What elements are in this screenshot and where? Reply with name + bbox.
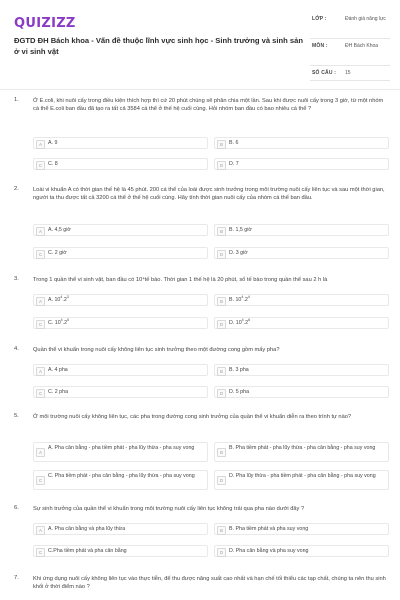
question-text: Loài vi khuẩn A có thời gian thế hệ là 45 phút. 200 cá thể của loài được sinh trưởng trong môi trường nuôi cấy liên tục và sau một thời gian, người ta thu được tất cả 3200 cá thể ở thế hệ cuối cùng. Hãy tính thời gian nuôi cấy của nhóm cá thể ban đầu.	[33, 187, 385, 202]
option-b[interactable]	[214, 294, 389, 306]
option-letter-d: D	[217, 389, 226, 398]
option-text: D. Pha lũy thừa - pha tiềm phát - pha cân bằng - pha suy vong	[229, 473, 376, 479]
question-number: 6.	[14, 505, 19, 511]
option-d[interactable]	[214, 158, 389, 170]
option-text: B. 1,5 giờ	[229, 227, 252, 233]
option-b[interactable]	[214, 523, 389, 535]
option-text: C.Pha tiềm phát và pha cân bằng	[48, 548, 127, 554]
option-letter-b: B	[217, 140, 226, 149]
option-letter-a: A	[36, 526, 45, 535]
option-letter-c: C	[36, 476, 45, 485]
worksheet-title: ĐGTD ĐH Bách khoa - Vấn đề thuộc lĩnh vực sinh học - Sinh trưởng và sinh sản ở vi sinh vật	[14, 36, 303, 56]
option-text: C. 2 giờ	[48, 250, 67, 256]
option-b[interactable]	[214, 442, 389, 462]
question-number: 1.	[14, 97, 19, 103]
option-b[interactable]	[214, 224, 389, 236]
option-d[interactable]	[214, 247, 389, 259]
meta-count-label: SỐ CÂU :	[312, 70, 337, 76]
option-text: A. 4 pha	[48, 367, 68, 373]
meta-subject-label: MÔN :	[312, 43, 328, 49]
option-c[interactable]	[33, 386, 208, 398]
option-letter-a: A	[36, 140, 45, 149]
meta-subject	[310, 39, 390, 66]
option-d[interactable]	[214, 545, 389, 557]
option-a[interactable]	[33, 224, 208, 236]
option-text: D. Pha cân bằng và pha suy vong	[229, 548, 309, 554]
option-d[interactable]	[214, 470, 389, 490]
option-letter-a: A	[36, 297, 45, 306]
option-c[interactable]	[33, 247, 208, 259]
option-b[interactable]	[214, 137, 389, 149]
option-d[interactable]	[214, 386, 389, 398]
option-text: C. 8	[48, 161, 58, 167]
option-letter-a: A	[36, 227, 45, 236]
option-text: B. 6	[229, 140, 239, 146]
option-letter-d: D	[217, 548, 226, 557]
meta-class-label: LỚP :	[312, 16, 327, 22]
option-letter-b: B	[217, 367, 226, 376]
option-text: D. 3 giờ	[229, 250, 248, 256]
option-text: B. Pha tiềm phát - pha lũy thừa - pha cân bằng - pha suy vong	[229, 445, 376, 451]
option-letter-d: D	[217, 250, 226, 259]
option-text: B. Pha tiềm phát và pha suy vong	[229, 526, 309, 532]
option-text: B. 3 pha	[229, 367, 249, 373]
meta-count	[310, 66, 390, 81]
option-text: D. 5 pha	[229, 389, 250, 395]
option-letter-c: C	[36, 161, 45, 170]
option-text: A. $10^4.2^3$	[48, 295, 69, 303]
option-letter-a: A	[36, 448, 45, 457]
option-text: D. $10^4.2^6$	[229, 318, 251, 326]
option-text: A. 9	[48, 140, 58, 146]
option-letter-d: D	[217, 320, 226, 329]
option-letter-c: C	[36, 389, 45, 398]
option-text: A. 4,5 giờ	[48, 227, 71, 233]
option-letter-b: B	[217, 448, 226, 457]
option-letter-d: D	[217, 161, 226, 170]
question-number: 5.	[14, 413, 19, 419]
question-text: Sự sinh trưởng của quần thể vi khuẩn trong môi trường nuôi cấy liên tục không trải qua pha nào dưới đây ?	[33, 506, 305, 512]
option-d[interactable]	[214, 317, 389, 329]
option-text: A. Pha cân bằng - pha tiềm phát - pha lũy thừa - pha suy vong	[48, 445, 195, 451]
option-text: C. Pha tiềm phát - pha cân bằng - pha lũy thừa - pha suy vong	[48, 473, 195, 479]
option-c[interactable]	[33, 470, 208, 490]
option-a[interactable]	[33, 442, 208, 462]
option-text: C. $10^4.2^5$	[48, 318, 70, 326]
meta-panel	[310, 12, 390, 81]
option-letter-c: C	[36, 548, 45, 557]
question-text: Quần thể vi khuẩn trong nuôi cấy không liên tục sinh trưởng theo một đường cong gồm mấy pha?	[33, 347, 280, 353]
option-a[interactable]	[33, 523, 208, 535]
question-text: Ở môi trường nuôi cấy không liên tục, các pha trong đường cong sinh trưởng của quần thể vi khuẩn diễn ra theo trình tự nào?	[33, 414, 352, 420]
meta-subject-value: ĐH Bách Khoa	[345, 43, 379, 49]
option-text: C. 2 pha	[48, 389, 69, 395]
option-letter-c: C	[36, 320, 45, 329]
option-text: B. $10^4.2^4$	[229, 295, 250, 303]
header	[0, 0, 400, 90]
question-text: Khi ứng dụng nuôi cấy không liên tục vào thực tiễn, để thu được năng suất cao nhất và hạn chế tối thiểu các tạp chất, chúng ta nên thu sinh khối ở thời điểm nào ?	[33, 576, 386, 591]
option-letter-a: A	[36, 367, 45, 376]
option-a[interactable]	[33, 364, 208, 376]
question-number: 2.	[14, 186, 19, 192]
option-text: A. Pha cân bằng và pha lũy thừa	[48, 526, 126, 532]
option-c[interactable]	[33, 317, 208, 329]
option-text: D. 7	[229, 161, 239, 167]
meta-class-value: Đánh giá năng lực	[345, 16, 386, 22]
question-number: 3.	[14, 276, 19, 282]
question-number: 4.	[14, 346, 19, 352]
option-b[interactable]	[214, 364, 389, 376]
option-letter-c: C	[36, 250, 45, 259]
question-text: Trong 1 quần thể vi sinh vật, ban đầu có 10⁴tế bào. Thời gian 1 thế hệ là 20 phút, số tế bào trong quần thể sau 2 h là	[33, 277, 328, 283]
option-letter-b: B	[217, 297, 226, 306]
option-a[interactable]	[33, 137, 208, 149]
option-c[interactable]	[33, 158, 208, 170]
option-c[interactable]	[33, 545, 208, 557]
question-number: 7.	[14, 575, 19, 581]
quizizz-logo: QUIZIZZ	[14, 16, 76, 31]
question-text: Ở E.coli, khi nuôi cấy trong điều kiện thích hợp thì cứ 20 phút chúng sẽ phân chia một lần. Sau khi được nuôi cấy trong 3 giờ, từ một nhóm cá thể E.coli ban đầu đã tạo ra tất cả 3584 cá thể ở thế hệ cuối cùng. Hỏi nhóm ban đầu có bao nhiêu cá thể ?	[33, 98, 384, 113]
option-letter-d: D	[217, 476, 226, 485]
option-a[interactable]	[33, 294, 208, 306]
meta-count-value: 15	[345, 70, 351, 76]
header-divider	[0, 89, 400, 90]
meta-class	[310, 12, 390, 39]
option-letter-b: B	[217, 526, 226, 535]
option-letter-b: B	[217, 227, 226, 236]
